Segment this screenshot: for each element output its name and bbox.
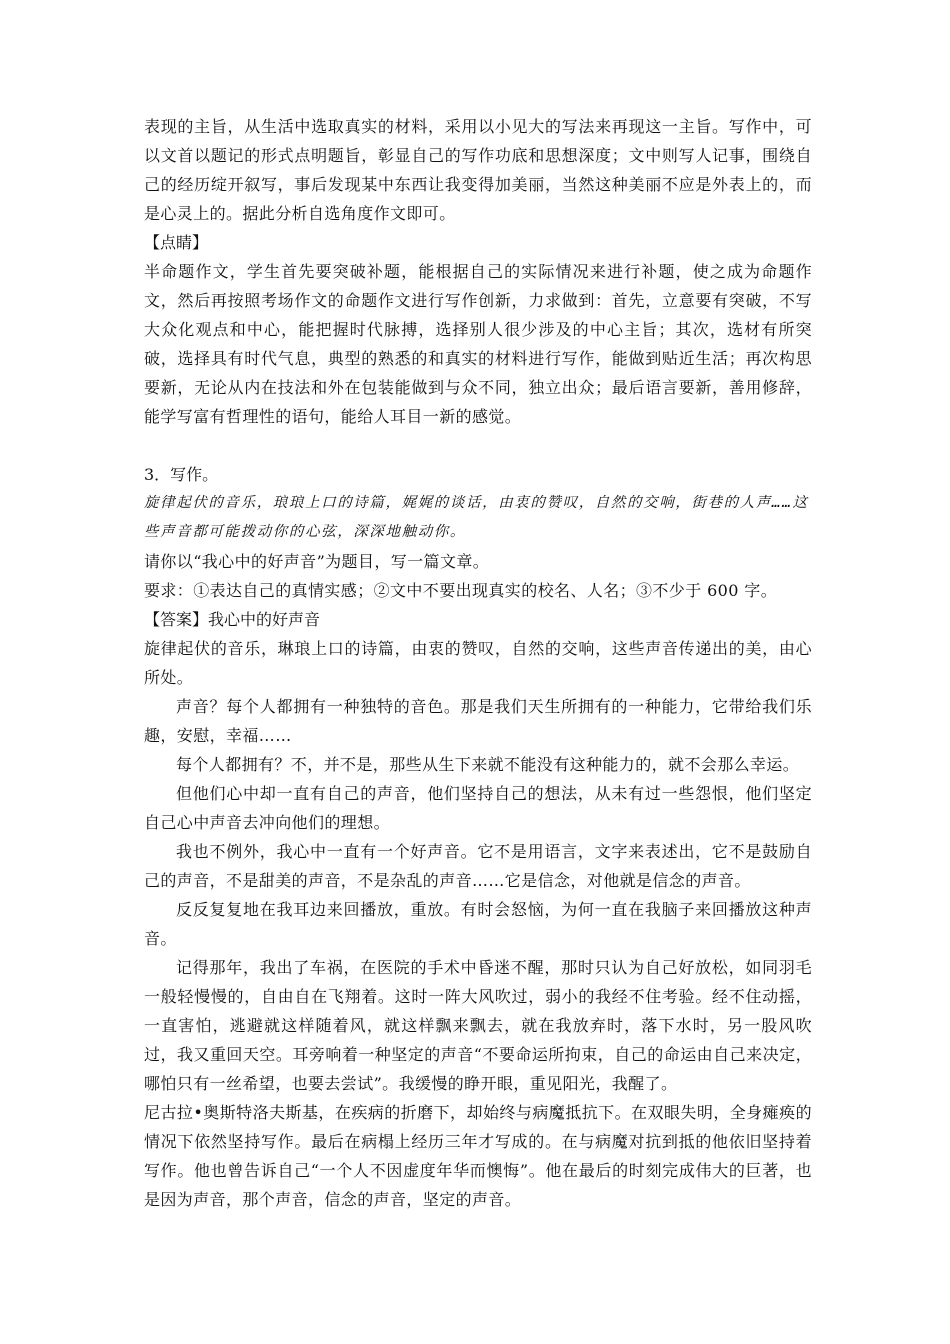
answer-paragraph: 但他们心中却一直有自己的声音，他们坚持自己的想法，从未有过一些怨恨，他们坚定自己心中声音去冲向他们的理想。 [144, 784, 812, 832]
answer-paragraph: 每个人都拥有？不，并不是，那些从生下来就不能没有这种能力的，就不会那么幸运。 [176, 755, 800, 774]
section-spacer [144, 431, 812, 460]
dianjing-paragraph: 半命题作文，学生首先要突破补题，能根据自己的实际情况来进行补题，使之成为命题作文，然后再按照考场作文的命题作文进行写作创新，力求做到：首先，立意要有突破，不写大众化观点和中心，能把握时代脉搏，选择别人很少涉及的中心主旨；其次，选材有所突破，选择具有时代气息，典型的熟悉的和真实的材料进行写作，能做到贴近生活；再次构思要新，无论从内在技法和外在包装能做到与众不同，独立出众；最后语言要新，善用修辞，能学写富有哲理性的语句，能给人耳目一新的感觉。 [144, 262, 812, 426]
answer-paragraph: 尼古拉•奥斯特洛夫斯基，在疾病的折磨下，却始终与病魔抵抗下。在双眼失明，全身瘫痪的情况下依然坚持写作。最后在病榻上经历三年才写成的。在与病魔对抗到抵的他依旧坚持着写作。他也曾告诉自己“一个人不因虚度年华而懊悔”。他在最后的时刻完成伟大的巨著，也是因为声音，那个声音，信念的声音，坚定的声音。 [144, 1103, 812, 1209]
question-3-instruction: 请你以“我心中的好声音”为题目，写一篇文章。 [144, 552, 490, 571]
answer-paragraph: 我也不例外，我心中一直有一个好声音。它不是用语言，文字来表述出，它不是鼓励自己的声音，不是甜美的声音，不是杂乱的声音……它是信念，对他就是信念的声音。 [144, 842, 812, 890]
dianjing-label: 【点睛】 [144, 233, 209, 252]
answer-paragraph: 记得那年，我出了车祸，在医院的手术中昏迷不醒，那时只认为自己好放松，如同羽毛一般轻慢慢的，自由自在飞翔着。这时一阵大风吹过，弱小的我经不住考验。经不住动摇，一直害怕，逃避就这样随着风，就这样飘来飘去，就在我放弃时，落下水时，另一股风吹过，我又重回天空。耳旁响着一种坚定的声音“不要命运所拘束，自己的命运由自己来决定，哪怕只有一丝希望，也要去尝试”。我缓慢的睁开眼，重见阳光，我醒了。 [144, 958, 812, 1093]
answer-label: 【答案】我心中的好声音 [144, 610, 321, 629]
answer-paragraph: 声音？每个人都拥有一种独特的音色。那是我们天生所拥有的一种能力，它带给我们乐趣，安慰，幸福…… [144, 697, 812, 745]
question-3-heading: 3．写作。 [144, 465, 219, 484]
answer-paragraph: 旋律起伏的音乐，琳琅上口的诗篇，由衷的赞叹，自然的交响，这些声音传递出的美，由心所处。 [144, 639, 812, 687]
question-3-prompt: 旋律起伏的音乐，琅琅上口的诗篇，娓娓的谈话，由衷的赞叹，自然的交响，街巷的人声……这些声音都可能拨动你的心弦，深深地触动你。 [144, 495, 809, 540]
question-3-requirements: 要求：①表达自己的真情实感；②文中不要出现真实的校名、人名；③不少于 600 字。 [144, 581, 778, 600]
intro-paragraph: 表现的主旨，从生活中选取真实的材料，采用以小见大的写法来再现这一主旨。写作中，可以文首以题记的形式点明题旨，彰显自己的写作功底和思想深度；文中则写人记事，围绕自己的经历绽开叙写，事后发现某中东西让我变得加美丽，当然这种美丽不应是外表上的，而是心灵上的。据此分析自选角度作文即可。 [144, 117, 812, 223]
document-page [144, 112, 812, 1214]
answer-paragraph: 反反复复地在我耳边来回播放，重放。有时会怒恼，为何一直在我脑子来回播放这种声音。 [144, 900, 812, 948]
